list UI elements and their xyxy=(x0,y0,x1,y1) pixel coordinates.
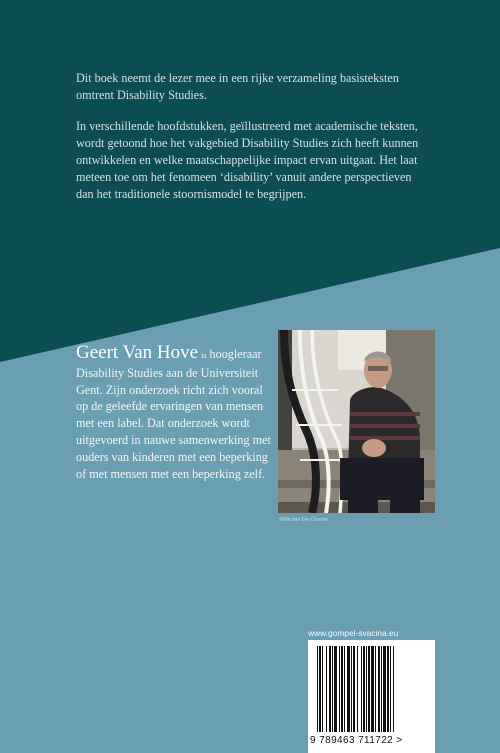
isbn-digits: 9 789463 711722 > xyxy=(310,735,403,746)
blurb-paragraph-1: Dit boek neemt de lezer mee in een rijke verzameling basisteksten omtrent Disability Studies. xyxy=(76,71,399,102)
author-name: Geert Van Hove xyxy=(76,342,199,363)
author-photo xyxy=(278,330,435,513)
publisher-website: www.gompel-svacina.eu xyxy=(308,628,399,638)
isbn-barcode xyxy=(308,640,435,753)
author-is-word: is xyxy=(201,351,207,360)
author-photo-illustration xyxy=(278,330,435,513)
author-bio-text: hoogleraar Disability Studies aan de Universiteit Gent. Zijn onderzoek richt zich vooral op de geleefde ervaringen van mensen met een label. Dat onderzoek wordt uitgevoerd in nauwe samenwerking met ouders van kinderen met een beperking of met mensen met een beperking zelf. xyxy=(76,347,271,481)
blurb-text xyxy=(76,70,428,217)
author-bio xyxy=(76,342,271,482)
barcode-bars xyxy=(308,640,435,735)
blurb-paragraph-2: In verschillende hoofdstukken, geïllustreerd met academische teksten, wordt getoond hoe het vakgebied Disability Studies zich heeft kunnen ontwikkelen en welke maatschappelijke impact ervan uitgaat. Het laat meteen toe om het fenomeen ‘disability’ vanuit andere perspectieven dan het traditionele stoornismodel te begrijpen. xyxy=(76,119,419,201)
photo-credit: ©Michiel De Cleene xyxy=(279,517,328,523)
